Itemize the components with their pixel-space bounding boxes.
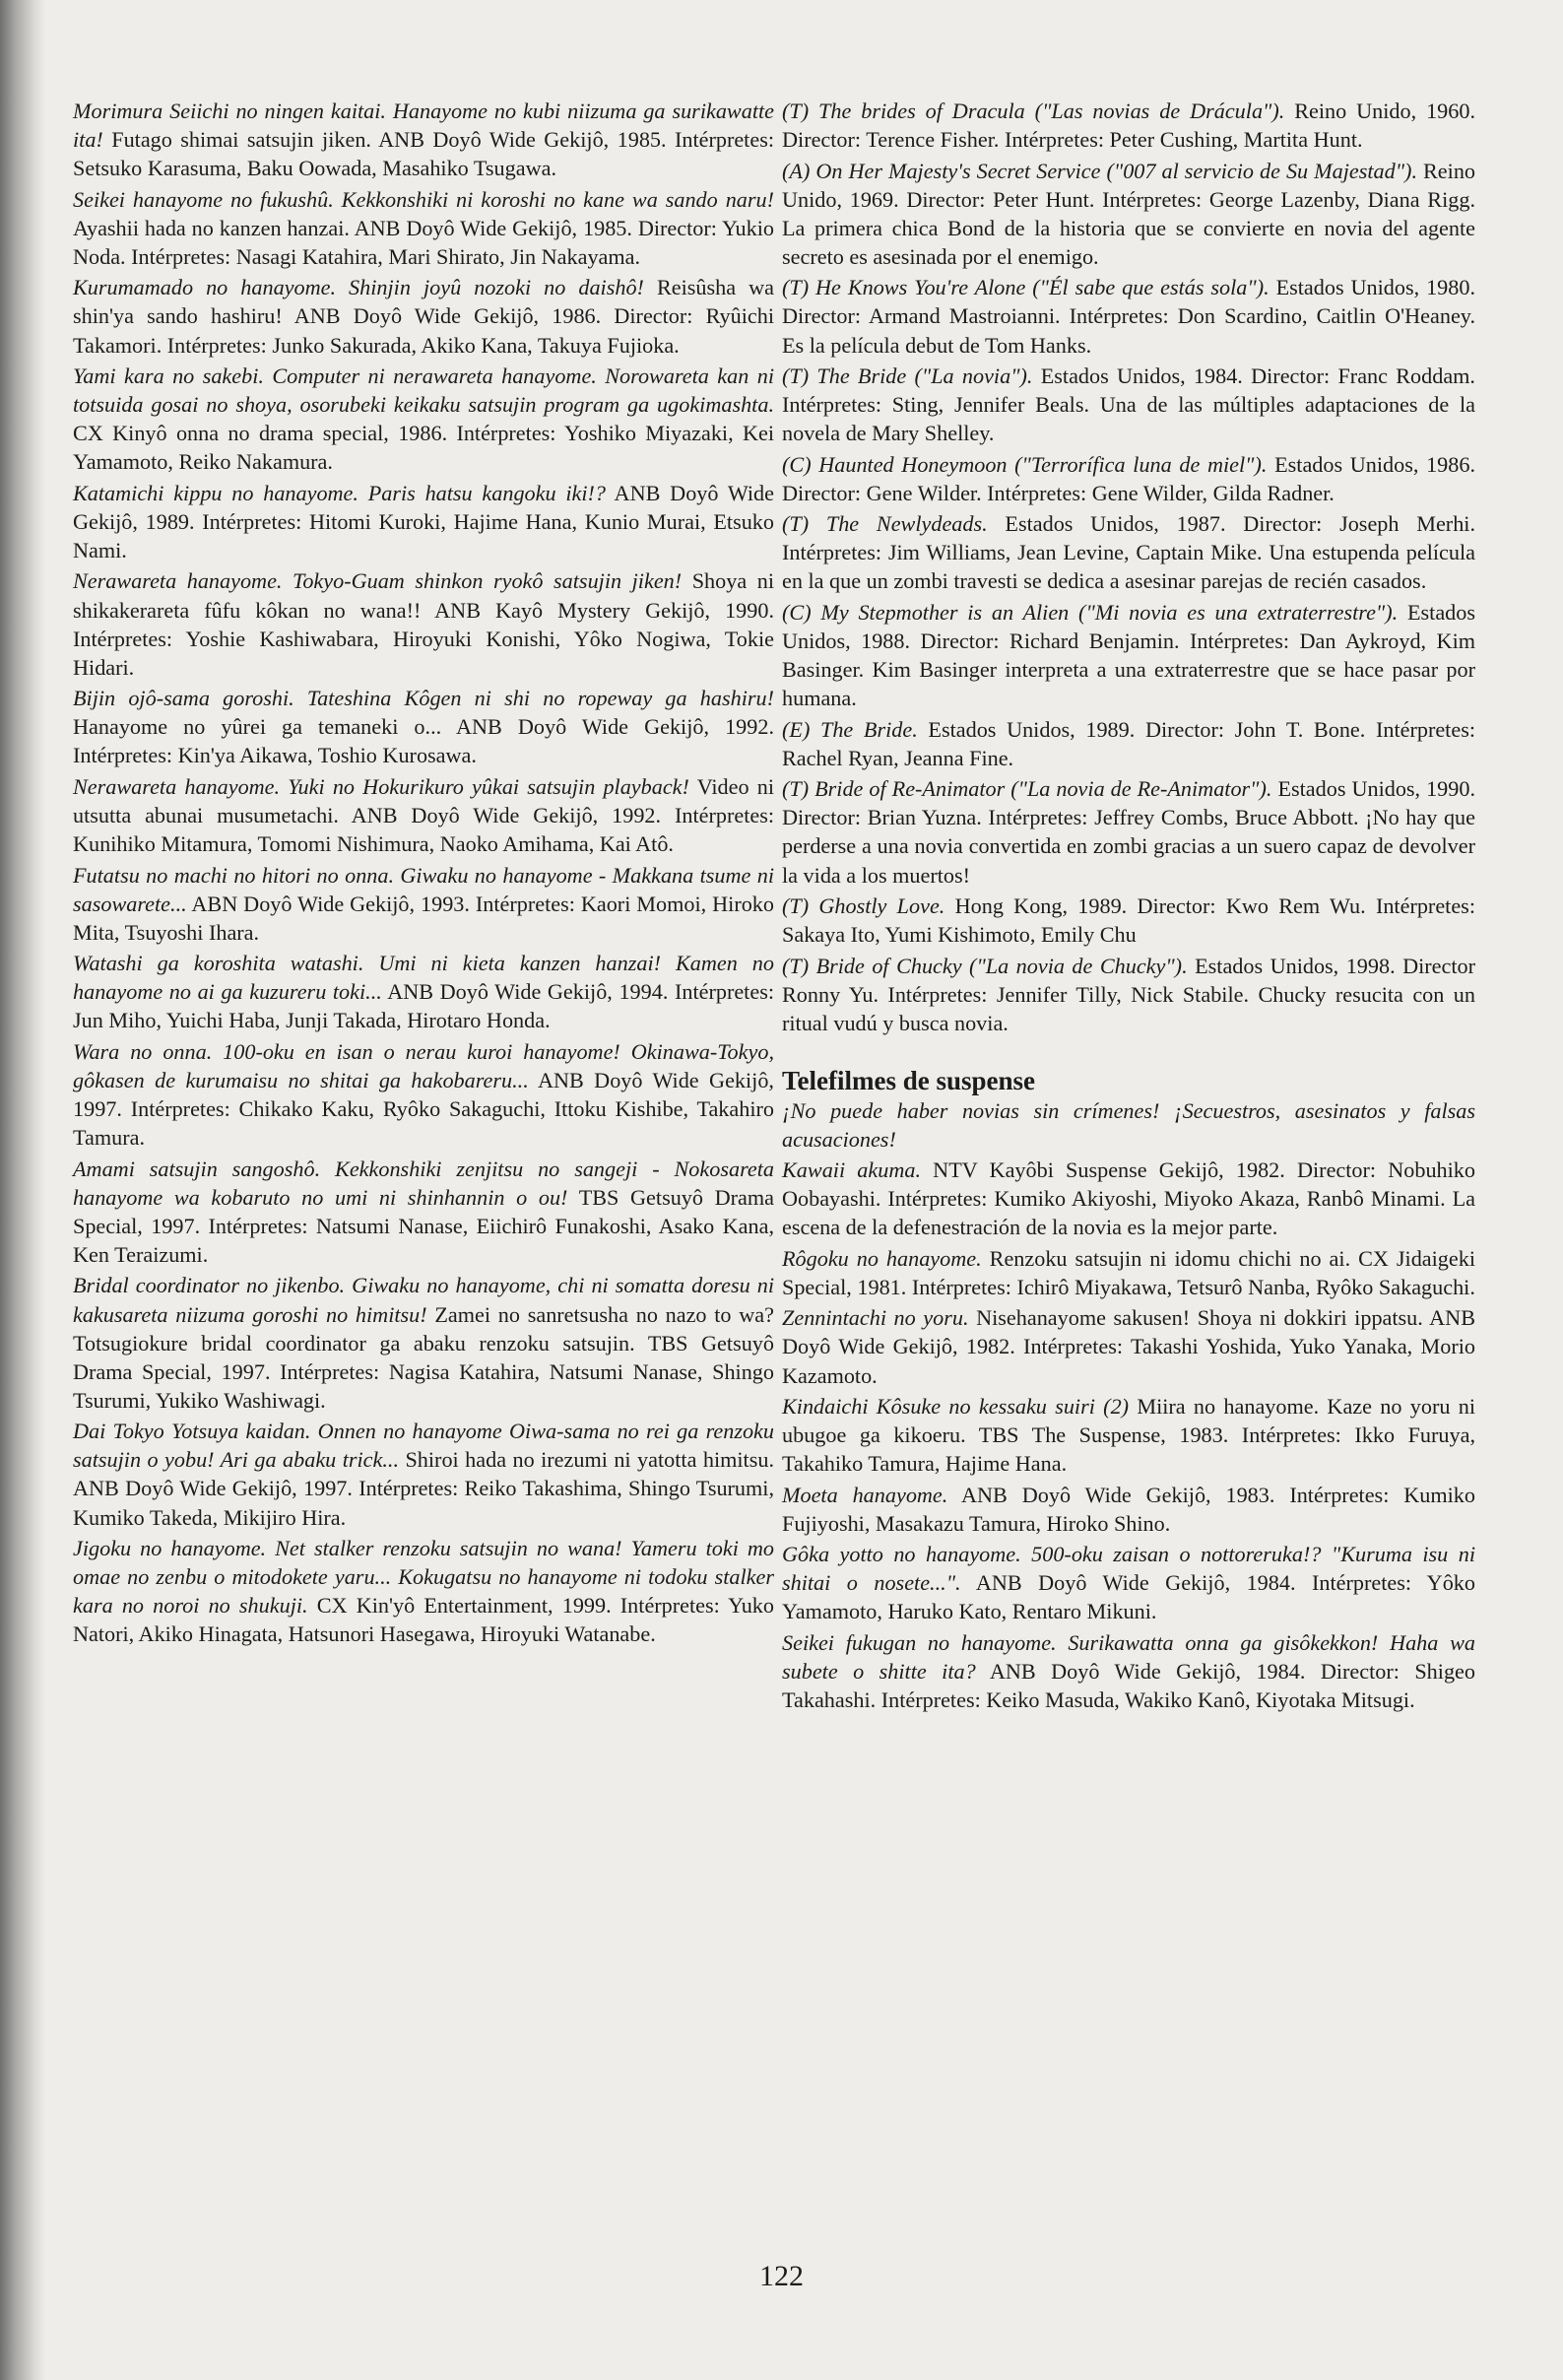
entry-title: Futatsu no machi no hitori no onna. Giwaku no hanayome - Makkana tsume ni sasowarete... [73,862,774,916]
entry-body: Hong Kong, 1989. Director: Kwo Rem Wu. Intérpretes: Sakaya Ito, Yumi Kishimoto, Emily Chu [782,893,1475,948]
entry-body: Futago shimai satsujin jiken. ANB Doyô Wide Gekijô, 1985. Intérpretes: Setsuko Karasuma, Baku Oowada, Masahiko Tsugawa. [73,127,774,181]
entry [782,157,1475,271]
entry-title: Bridal coordinator no jikenbo. Giwaku no hanayome, chi ni somatta doresu ni kakusareta niizuma goroshi no himitsu! [73,1273,774,1327]
entry-title: (T) The Bride ("La novia"). [782,364,1033,389]
spine-shadow [0,0,45,2380]
entry-body: Estados Unidos, 1988. Director: Richard Benjamin. Intérpretes: Dan Aykroyd, Kim Basinger. Kim Basinger interpreta a una extraterrestre que se hace pasar por humana. [782,599,1475,711]
entry [782,450,1475,507]
entry-title: Watashi ga koroshita watashi. Umi ni kieta kanzen hanzai! Kamen no hanayome no ai ga kuzureru toki... [73,951,774,1005]
entry-title: (C) My Stepmother is an Alien ("Mi novia es una extraterrestre"). [782,599,1399,625]
entry-body: Shoya ni shikakerareta fûfu kôkan no wana!! ANB Kayô Mystery Gekijô, 1990. Intérpretes: Yoshie Kashiwabara, Hiroyuki Konishi, Yôko Nogiwa, Tokie Hidari. [73,568,774,680]
entry [73,1534,774,1648]
entry [73,1271,774,1414]
entry-body: ANB Doyô Wide Gekijô, 1983. Intérpretes: Kumiko Fujiyoshi, Masakazu Tamura, Hiroko Shino. [782,1482,1475,1536]
entry [73,566,774,681]
entry-body: Nisehanayome sakusen! Shoya ni dokkiri ippatsu. ANB Doyô Wide Gekijô, 1982. Intérpretes: Takashi Yoshida, Yuko Yanaka, Morio Kazamoto. [782,1305,1476,1388]
entry-body: ANB Doyô Wide Gekijô, 1984. Intérpretes: Yôko Yamamoto, Haruko Kato, Rentaro Mikuni. [782,1570,1475,1624]
entry-title: Yami kara no sakebi. Computer ni nerawareta hanayome. Norowareta kan ni totsuida gosai no shoya, osorubeki keikaku satsujin program ga ugokimashta. [73,364,774,418]
entry-title: (C) Haunted Honeymoon ("Terrorífica luna de miel"). [782,451,1268,477]
right-column [782,97,1475,1717]
entry [73,949,774,1034]
entry [782,1392,1475,1478]
entry-title: Rôgoku no hanayome. [782,1245,982,1271]
entry-title: Kindaichi Kôsuke no kessaku suiri (2) [782,1394,1130,1420]
entry [782,774,1475,889]
entry-body: CX Kin'yô Entertainment, 1999. Intérpretes: Yuko Natori, Akiko Hinagata, Hatsunori Hasegawa, Hiroyuki Watanabe. [73,1593,774,1647]
entry-body: ANB Doyô Wide Gekijô, 1984. Director: Shigeo Takahashi. Intérpretes: Keiko Masuda, Wakiko Kanô, Kiyotaka Mitsugi. [782,1659,1475,1713]
entry-title: (T) Bride of Chucky ("La novia de Chucky"). [782,953,1188,978]
entry-body: Video ni utsutta abunai musumetachi. ANB Doyô Wide Gekijô, 1992. Intérpretes: Kunihiko Mitamura, Tomomi Nishimura, Naoko Amihama, Kai Atô. [73,773,775,857]
entry-title: (A) On Her Majesty's Secret Service ("007 al servicio de Su Majestad"). [782,158,1417,183]
entry-title: (T) Bride of Re-Animator ("La novia de Re-Animator"). [782,776,1272,802]
entry-body: NTV Kayôbi Suspense Gekijô, 1982. Director: Nobuhiko Oobayashi. Intérpretes: Kumiko Akiyoshi, Miyoko Akaza, Ranbô Minami. La escena de la defenestración de la novia es la mejor parte. [782,1157,1475,1240]
entry [73,772,774,858]
entry-title: Dai Tokyo Yotsuya kaidan. Onnen no hanayome Oiwa-sama no rei ga renzoku satsujin o yobu! Ari ga abaku trick... [73,1419,774,1473]
entry [73,1155,774,1269]
entry-title: (T) Ghostly Love. [782,893,945,919]
entry-body: Estados Unidos, 1987. Director: Joseph Merhi. Intérpretes: Jim Williams, Jean Levine, Captain Mike. Una estupenda película en la que un zombi travesti se dedica a asesinar parejas de recién casados. [782,511,1475,594]
entry-title: Katamichi kippu no hanayome. Paris hatsu kangoku iki!? [73,480,607,505]
entry-body: Renzoku satsujin ni idomu chichi no ai. CX Jidaigeki Special, 1981. Intérpretes: Ichirô Miyakawa, Tetsurô Nanba, Ryôko Sakaguchi. [782,1245,1476,1299]
entry [782,715,1475,772]
entry [73,1417,774,1531]
left-column [73,97,774,1651]
entry-title: Moeta hanayome. [782,1482,948,1507]
entry-body: Estados Unidos, 1990. Director: Brian Yuzna. Intérpretes: Jeffrey Combs, Bruce Abbott. ¡No hay que perderse a una novia convertida en zombi gracias a un suero capaz de devolver la vida a los muertos! [782,776,1476,888]
entry-body: TBS Getsuyô Drama Special, 1997. Intérpretes: Natsumi Nanase, Eiichirô Funakoshi, Asako Kana, Ken Teraizumi. [73,1184,775,1267]
entry-title: Kurumamado no hanayome. Shinjin joyû nozoki no daishô! [73,275,644,300]
entry-title: (T) The Newlydeads. [782,511,988,537]
entry-body: Hanayome no yûrei ga temaneki o... ANB Doyô Wide Gekijô, 1992. Intérpretes: Kin'ya Aikawa, Toshio Kurosawa. [73,714,774,768]
entry [782,1628,1475,1714]
entry-title: Seikei fukugan no hanayome. Surikawatta onna ga gisôkekkon! Haha wa subete o shitte ita? [782,1629,1475,1685]
entry-title: (E) The Bride. [782,716,918,742]
entry-title: Nerawareta hanayome. Tokyo-Guam shinkon ryokô satsujin jiken! [73,568,683,594]
entry-body: Miira no hanayome. Kaze no yoru ni ubugoe ga kikoeru. TBS The Suspense, 1983. Intérpretes: Ikko Furuya, Takahiko Tamura, Hajime Hana. [782,1394,1475,1477]
entry [782,1303,1475,1389]
entry-body: Reisûsha wa shin'ya sando hashiru! ANB Doyô Wide Gekijô, 1986. Director: Ryûichi Takamori. Intérpretes: Junko Sakurada, Akiko Kana, Takuya Fujioka. [73,275,774,358]
telefilm-list [782,1156,1475,1714]
entry [73,684,774,769]
entry-title: Gôka yotto no hanayome. 500-oku zaisan o nottoreruka!? "Kuruma isu ni shitai o nosete...". [782,1542,1475,1596]
entry [782,509,1475,595]
entry [782,362,1475,447]
entry-title: (T) He Knows You're Alone ("Él sabe que estás sola"). [782,275,1270,300]
entry-title: Seikei hanayome no fukushû. Kekkonshiki ni koroshi no kane wa sando naru! [73,186,774,212]
entry-body: Shiroi hada no irezumi ni yatotta himitsu. ANB Doyô Wide Gekijô, 1997. Intérpretes: Reiko Takashima, Shingo Tsurumi, Kumiko Takeda, Mikijiro Hira. [73,1447,774,1530]
entry-body: Estados Unidos, 1989. Director: John T. Bone. Intérpretes: Rachel Ryan, Jeanna Fine. [782,716,1475,770]
entry [782,1244,1475,1301]
entry-title: Wara no onna. 100-oku en isan o nerau kuroi hanayome! Okinawa-Tokyo, gôkasen de kurumaisu no shitai ga hakobareru... [73,1038,774,1092]
entry-title: Morimura Seiichi no ningen kaitai. Hanayome no kubi niizuma ga surikawatte ita! [73,99,774,153]
entry-body: CX Kinyô onna no drama special, 1986. Intérpretes: Yoshiko Miyazaki, Kei Yamamoto, Reiko Nakamura. [73,421,774,475]
entry [73,185,774,271]
entry-body: Reino Unido, 1960. Director: Terence Fisher. Intérpretes: Peter Cushing, Martita Hunt. [782,99,1475,153]
entry [73,479,774,564]
page-number: 122 [759,2260,804,2292]
entry-body: Zamei no sanretsusha no nazo to wa? Totsugiokure bridal coordinator ga abaku renzoku satsujin. TBS Getsuyô Drama Special, 1997. Intérpretes: Nagisa Katahira, Natsumi Nanase, Shingo Tsurumi, Yukiko Washiwagi. [73,1301,774,1413]
entry [782,1156,1475,1241]
entry [73,97,774,182]
entry-title: Nerawareta hanayome. Yuki no Hokurikuro yûkai satsujin playback! [73,773,689,799]
section-subheading: ¡No puede haber novias sin crímenes! ¡Secuestros, asesinatos y falsas acusaciones! [782,1097,1475,1152]
entry-title: Zennintachi no yoru. [782,1305,969,1331]
entry [782,1540,1475,1625]
entry-title: Amami satsujin sangoshô. Kekkonshiki zenjitsu no sangeji - Nokosareta hanayome wa kobaruto no umi ni shinhannin o ou! [73,1156,774,1210]
entry [73,273,774,359]
section-heading: Telefilmes de suspense [782,1065,1036,1095]
entry [782,892,1475,949]
entry-body: Reino Unido, 1969. Director: Peter Hunt. Intérpretes: George Lazenby, Diana Rigg. La primera chica Bond de la historia que se convierte en novia del agente secreto es asesinada por el enemigo. [782,158,1476,269]
entry-body: ANB Doyô Wide Gekijô, 1989. Intérpretes: Hitomi Kuroki, Hajime Hana, Kunio Murai, Etsuko Nami. [73,480,774,562]
entry-body: Estados Unidos, 1980. Director: Armand Mastroianni. Intérpretes: Don Scardino, Caitlin O'Heaney. Es la película debut de Tom Hanks. [782,275,1476,358]
entry [782,1481,1475,1538]
entry [782,952,1475,1037]
entry-title: Kawaii akuma. [782,1157,921,1183]
entry [782,97,1475,154]
entry-body: Ayashii hada no kanzen hanzai. ANB Doyô Wide Gekijô, 1985. Director: Yukio Noda. Intérpretes: Nasagi Katahira, Mari Shirato, Jin Nakayama. [73,215,774,269]
entry-body: ANB Doyô Wide Gekijô, 1997. Intérpretes: Chikako Kaku, Ryôko Sakaguchi, Ittoku Kishibe, Takahiro Tamura. [73,1068,774,1151]
entry [73,362,774,476]
entry [782,273,1475,359]
entry [782,598,1475,712]
entry-title: Bijin ojô-sama goroshi. Tateshina Kôgen ni shi no ropeway ga hashiru! [73,686,774,711]
entry-body: ANB Doyô Wide Gekijô, 1994. Intérpretes: Jun Miho, Yuichi Haba, Junji Takada, Hirotaro Honda. [73,979,774,1033]
entry [73,861,774,947]
entry-body: Estados Unidos, 1986. Director: Gene Wilder. Intérpretes: Gene Wilder, Gilda Radner. [782,451,1475,505]
film-list [782,97,1475,1037]
entry-title: (T) The brides of Dracula ("Las novias de Drácula"). [782,99,1285,123]
entry-body: Estados Unidos, 1984. Director: Franc Roddam. Intérpretes: Sting, Jennifer Beals. Una de las múltiples adaptaciones de la novela de Mary Shelley. [782,364,1475,446]
entry-body: ABN Doyô Wide Gekijô, 1993. Intérpretes: Kaori Momoi, Hiroko Mita, Tsuyoshi Ihara. [73,891,774,945]
entry-body: Estados Unidos, 1998. Director Ronny Yu. Intérpretes: Jennifer Tilly, Nick Stabile. Chucky resucita con un ritual vudú y busca novia. [782,953,1476,1035]
entry [73,1037,774,1152]
entry-title: Jigoku no hanayome. Net stalker renzoku satsujin no wana! Yameru toki mo omae no zenbu o mitodokete yaru... Kokugatsu no hanayome ni todoku stalker kara no noroi no shukuji. [73,1536,774,1619]
